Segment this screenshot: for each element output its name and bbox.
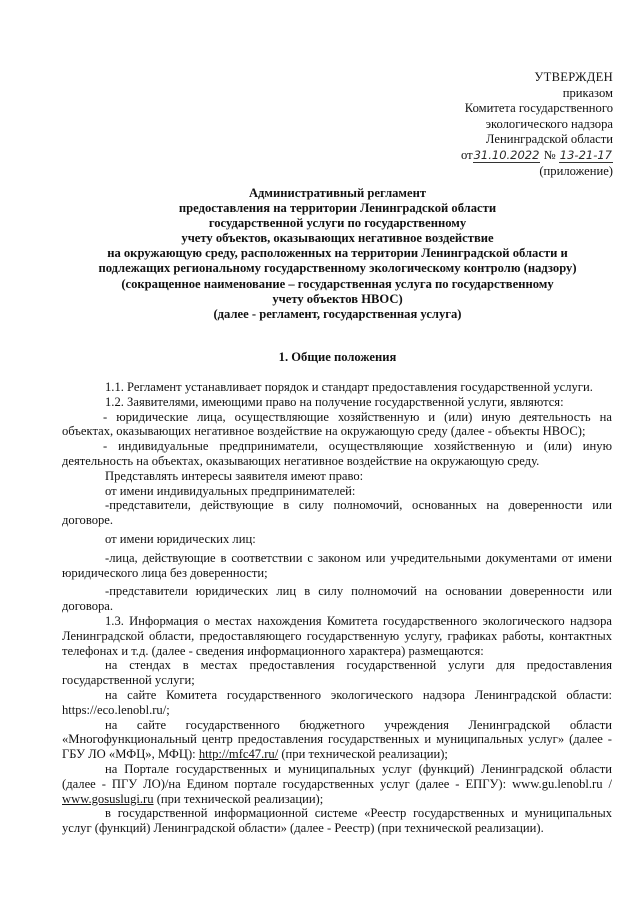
paragraph: в государственной информационной системе «Реестр государственных и муниципальных услуг (функций) Ленинградской области» (далее - Реестр) (при технической реализации). [62,806,612,836]
approval-block [413,70,613,179]
paragraph: - юридические лица, осуществляющие хозяйственную и (или) иную деятельность на объектах, оказывающих негативное воздействие на окружающую среду (далее - объекты НВОС); [62,409,612,439]
title-line: (далее - регламент, государственная услуга) [213,306,462,321]
paragraph: -лица, действующие в соответствии с законом или учредительными документами от имени юридического лица без доверенности; [62,550,612,580]
title-line: учету объектов НВОС) [272,291,403,306]
paragraph: -представители, действующие в силу полномочий, основанных на доверенности или договоре. [62,498,612,528]
approved-label: УТВЕРЖДЕН [534,70,613,84]
order-date-number [413,148,613,164]
number-label: № [543,147,556,162]
approval-line: Ленинградской области [485,132,613,147]
title-line: государственной услуги по государственному [208,216,467,231]
paragraph: 1.1. Регламент устанавливает порядок и стандарт предоставления государственной услуги. [105,380,593,394]
document-body [62,380,612,836]
paragraph: от имени индивидуальных предпринимателей: [105,483,356,498]
paragraph-text: на Портале государственных и муниципальных услуг (функций) Ленинградской области (далее - ПГУ ЛО)/на Едином портале государственных услуг (далее - ЕПГУ): www.gu.lenobl.ru / [62,761,612,791]
title-line: (сокращенное наименование – государственная услуга по государственному [121,276,554,291]
approval-line: экологического надзора [485,116,613,131]
paragraph: 1.2. Заявителями, имеющими право на получение государственной услуги, являются: [105,394,564,409]
gosuslugi-link[interactable]: www.gosuslugi.ru [62,791,154,806]
paragraph: на сайте Комитета государственного экологического надзора Ленинградской области: https://eco.lenobl.ru/; [62,687,612,717]
mfc-link[interactable]: http://mfc47.ru/ [198,747,279,762]
approval-line: приказом [562,85,613,100]
paragraph-text: на сайте государственного бюджетного учреждения Ленинградской области «Многофункциональный центр предоставления государственных и муниципальных услуг» (далее - ГБУ ЛО «МФЦ», МФЦ): [62,717,612,762]
title-line: учету объектов, оказывающих негативное воздействие [181,231,494,246]
title-line: Административный регламент [248,186,427,200]
paragraph: на стендах в местах предоставления государственной услуги для предоставления государственной услуги; [62,658,612,688]
from-label: от [460,147,473,162]
handwritten-number: 13-21-17 [559,147,612,162]
paragraph [62,762,612,806]
paragraph: 1.3. Информация о местах нахождения Комитета государственного экологического надзора Ленинградской области, предоставляющего государственную услугу, графиках работы, контактных телефонах и т.д. (далее - сведения информационного характера) размещаются: [62,613,612,658]
paragraph: Представлять интересы заявителя имеют право: [105,468,364,483]
section-heading: 1. Общие положения [278,350,397,364]
paragraph: от имени юридических лиц: [105,531,256,546]
handwritten-date: 31.10.2022 [473,147,540,162]
paragraph-text: (при технической реализации); [153,791,324,806]
attachment-label: (приложение) [539,163,613,178]
title-line: предоставления на территории Ленинградской области [178,201,497,216]
paragraph: -представители юридических лиц в силу полномочий на основании доверенности или договора. [62,584,612,614]
paragraph [62,718,612,762]
approval-line: Комитета государственного [464,101,613,116]
paragraph: - индивидуальные предприниматели, осуществляющие хозяйственную и (или) иную деятельность на объектах, оказывающих негативное воздействие на окружающую среду. [62,439,612,468]
title-line: подлежащих региональному государственному экологическому контролю (надзору) [98,261,577,276]
title-line: на окружающую среду, расположенных на территории Ленинградской области и [107,246,568,261]
document-title [60,186,615,322]
paragraph-text: (при технической реализации); [278,747,448,762]
